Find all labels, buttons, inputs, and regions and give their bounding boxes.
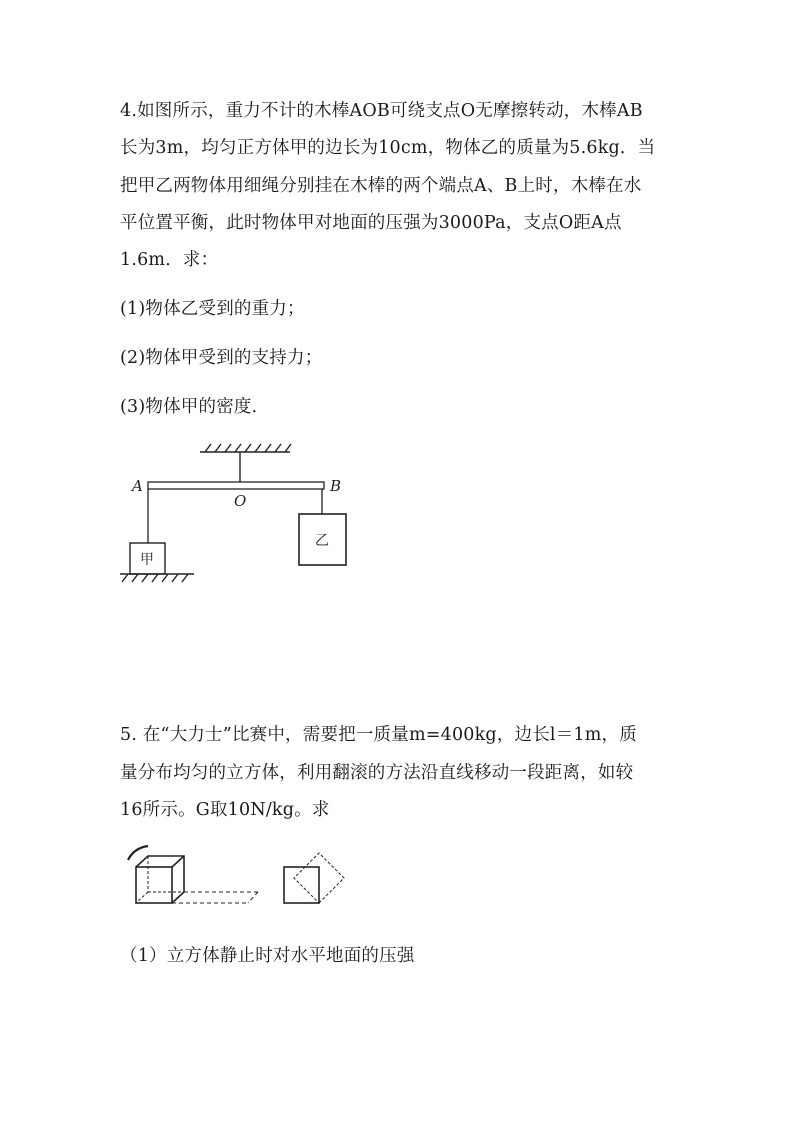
lever-figure [110,440,360,590]
rolling-path [172,892,258,903]
ceiling-support [200,444,291,452]
q4-line-1: 4.如图所示，重力不计的木棒AOB可绕支点O无摩擦转动，木棒AB [120,101,643,121]
ground-support [120,574,194,582]
q4-subquestion-2: (2)物体甲受到的支持力； [120,348,323,368]
q5-line-3: 16所示。G取10N/kg。求 [120,800,330,820]
cube-front-face [136,867,172,903]
q4-line-3: 把甲乙两物体用细绳分别挂在木棒的两个端点A、B上时，木棒在水 [120,176,642,196]
q5-line-1: 5. 在“大力士”比赛中，需要把一质量m=400kg，边长l＝1m，质 [120,725,637,745]
box-yi-label: 乙 [315,533,329,549]
q4-line-5: 1.6m．求： [120,250,219,270]
q4-subquestion-1: (1)物体乙受到的重力； [120,299,305,319]
q4-line-2: 长为3m，均匀正方体甲的边长为10cm，物体乙的质量为5.6kg．当 [120,138,656,158]
q5-line-2: 量分布均匀的立方体，利用翻滚的方法沿直线移动一段距离，如较 [120,763,634,783]
q5-subquestion-1: （1）立方体静止时对水平地面的压强 [120,946,415,966]
q4-line-4: 平位置平衡，此时物体甲对地面的压强为3000Pa，支点O距A点 [120,213,622,233]
label-a: A [132,477,143,495]
q4-subquestion-3: (3)物体甲的密度． [120,397,270,417]
label-b: B [330,477,342,495]
cube-rolling-figure [120,840,370,915]
lever-bar [148,482,324,489]
label-o: O [234,492,247,510]
box-jia-label: 甲 [140,552,154,568]
